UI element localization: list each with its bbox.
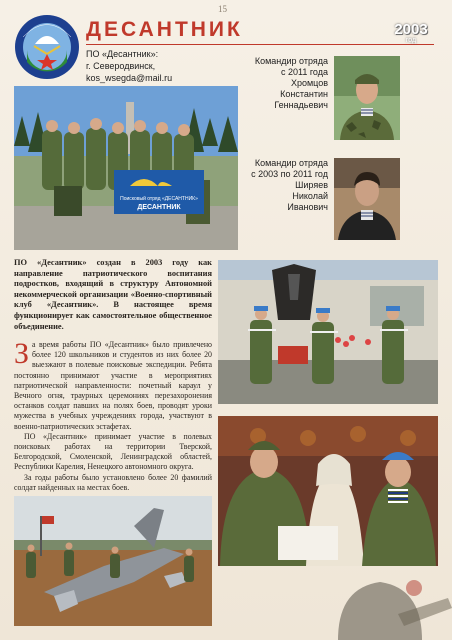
veteran-meeting-photo xyxy=(218,416,438,566)
year-badge xyxy=(386,22,436,44)
year-suffix: год xyxy=(405,37,417,44)
group-photo xyxy=(14,86,238,250)
contact-org: ПО «Десантник»: xyxy=(86,49,159,59)
body-paragraph: ПО «Десантник» принимает участие в полевых поисковых работах на территории Тверской, Белгородской, Смоленской, Ленинградской областей, Республики Карелия, Ненецкого автономного округа. xyxy=(14,431,212,472)
aircraft-wreck-photo xyxy=(14,496,212,626)
caption-line: Иванович xyxy=(287,202,328,212)
caption-line: Командир отряда xyxy=(254,158,328,168)
intro-paragraph: ПО «Десантник» создан в 2003 году как направление патриотического воспитания подростков, входящий в структуру Автономной некоммерческой организации «Военно-спортивный клуб «Десантник». В настоящее время функционирует как самостоятельное общественное объединение. xyxy=(14,258,212,331)
banner-text-top: Поисковый отряд «ДЕСАНТНИК» xyxy=(120,196,198,202)
body-paragraph xyxy=(14,337,212,432)
caption-line: с 2011 года xyxy=(280,67,328,77)
unit-logo xyxy=(14,14,80,80)
caption-line: Хромцов xyxy=(290,78,328,88)
body-paragraph: За годы работы было установлено более 20 фамилий солдат найденных на местах боев. xyxy=(14,472,212,492)
drop-cap: З xyxy=(14,337,30,370)
caption-line: Командир отряда xyxy=(254,56,328,66)
banner-text-main: ДЕСАНТНИК xyxy=(137,204,181,211)
caption-line: Николай xyxy=(292,191,328,201)
caption-line: с 2003 по 2011 год xyxy=(251,169,328,179)
contact-email: kos_wsegda@mail.ru xyxy=(86,73,173,83)
contact-block xyxy=(86,48,172,84)
commander-current-photo xyxy=(334,56,400,140)
year-number: 2003 xyxy=(394,21,428,38)
paragraph-text: а время работы ПО «Десантник» было привлечено более 120 школьников и студентов из них более 20 выезжают в полевые поисковые экспедиции. Ребята постоянно принимают участие в мероприятиях патриотической направленности: почетный караул у Вечного огня, траурных церемониях перезахоронения останков солдат павших на полях боев, проводят уроки мужества в учебных учреждениях города, участвуют в военно-патриотических эстафетах. xyxy=(14,340,212,431)
page-title: ДЕСАНТНИК xyxy=(86,18,243,41)
commander-former-caption xyxy=(236,158,328,213)
body-text xyxy=(14,337,212,493)
commander-former-photo xyxy=(334,158,400,240)
honor-guard-photo xyxy=(218,260,438,404)
page-number: 15 xyxy=(218,4,227,14)
title-underline xyxy=(86,44,434,45)
contact-city: г. Северодвинск, xyxy=(86,61,156,71)
caption-line: Ширяев xyxy=(295,180,328,190)
caption-line: Геннадьевич xyxy=(274,100,328,110)
helmet-decoration xyxy=(318,568,452,640)
commander-current-caption xyxy=(236,56,328,111)
caption-line: Константин xyxy=(280,89,328,99)
